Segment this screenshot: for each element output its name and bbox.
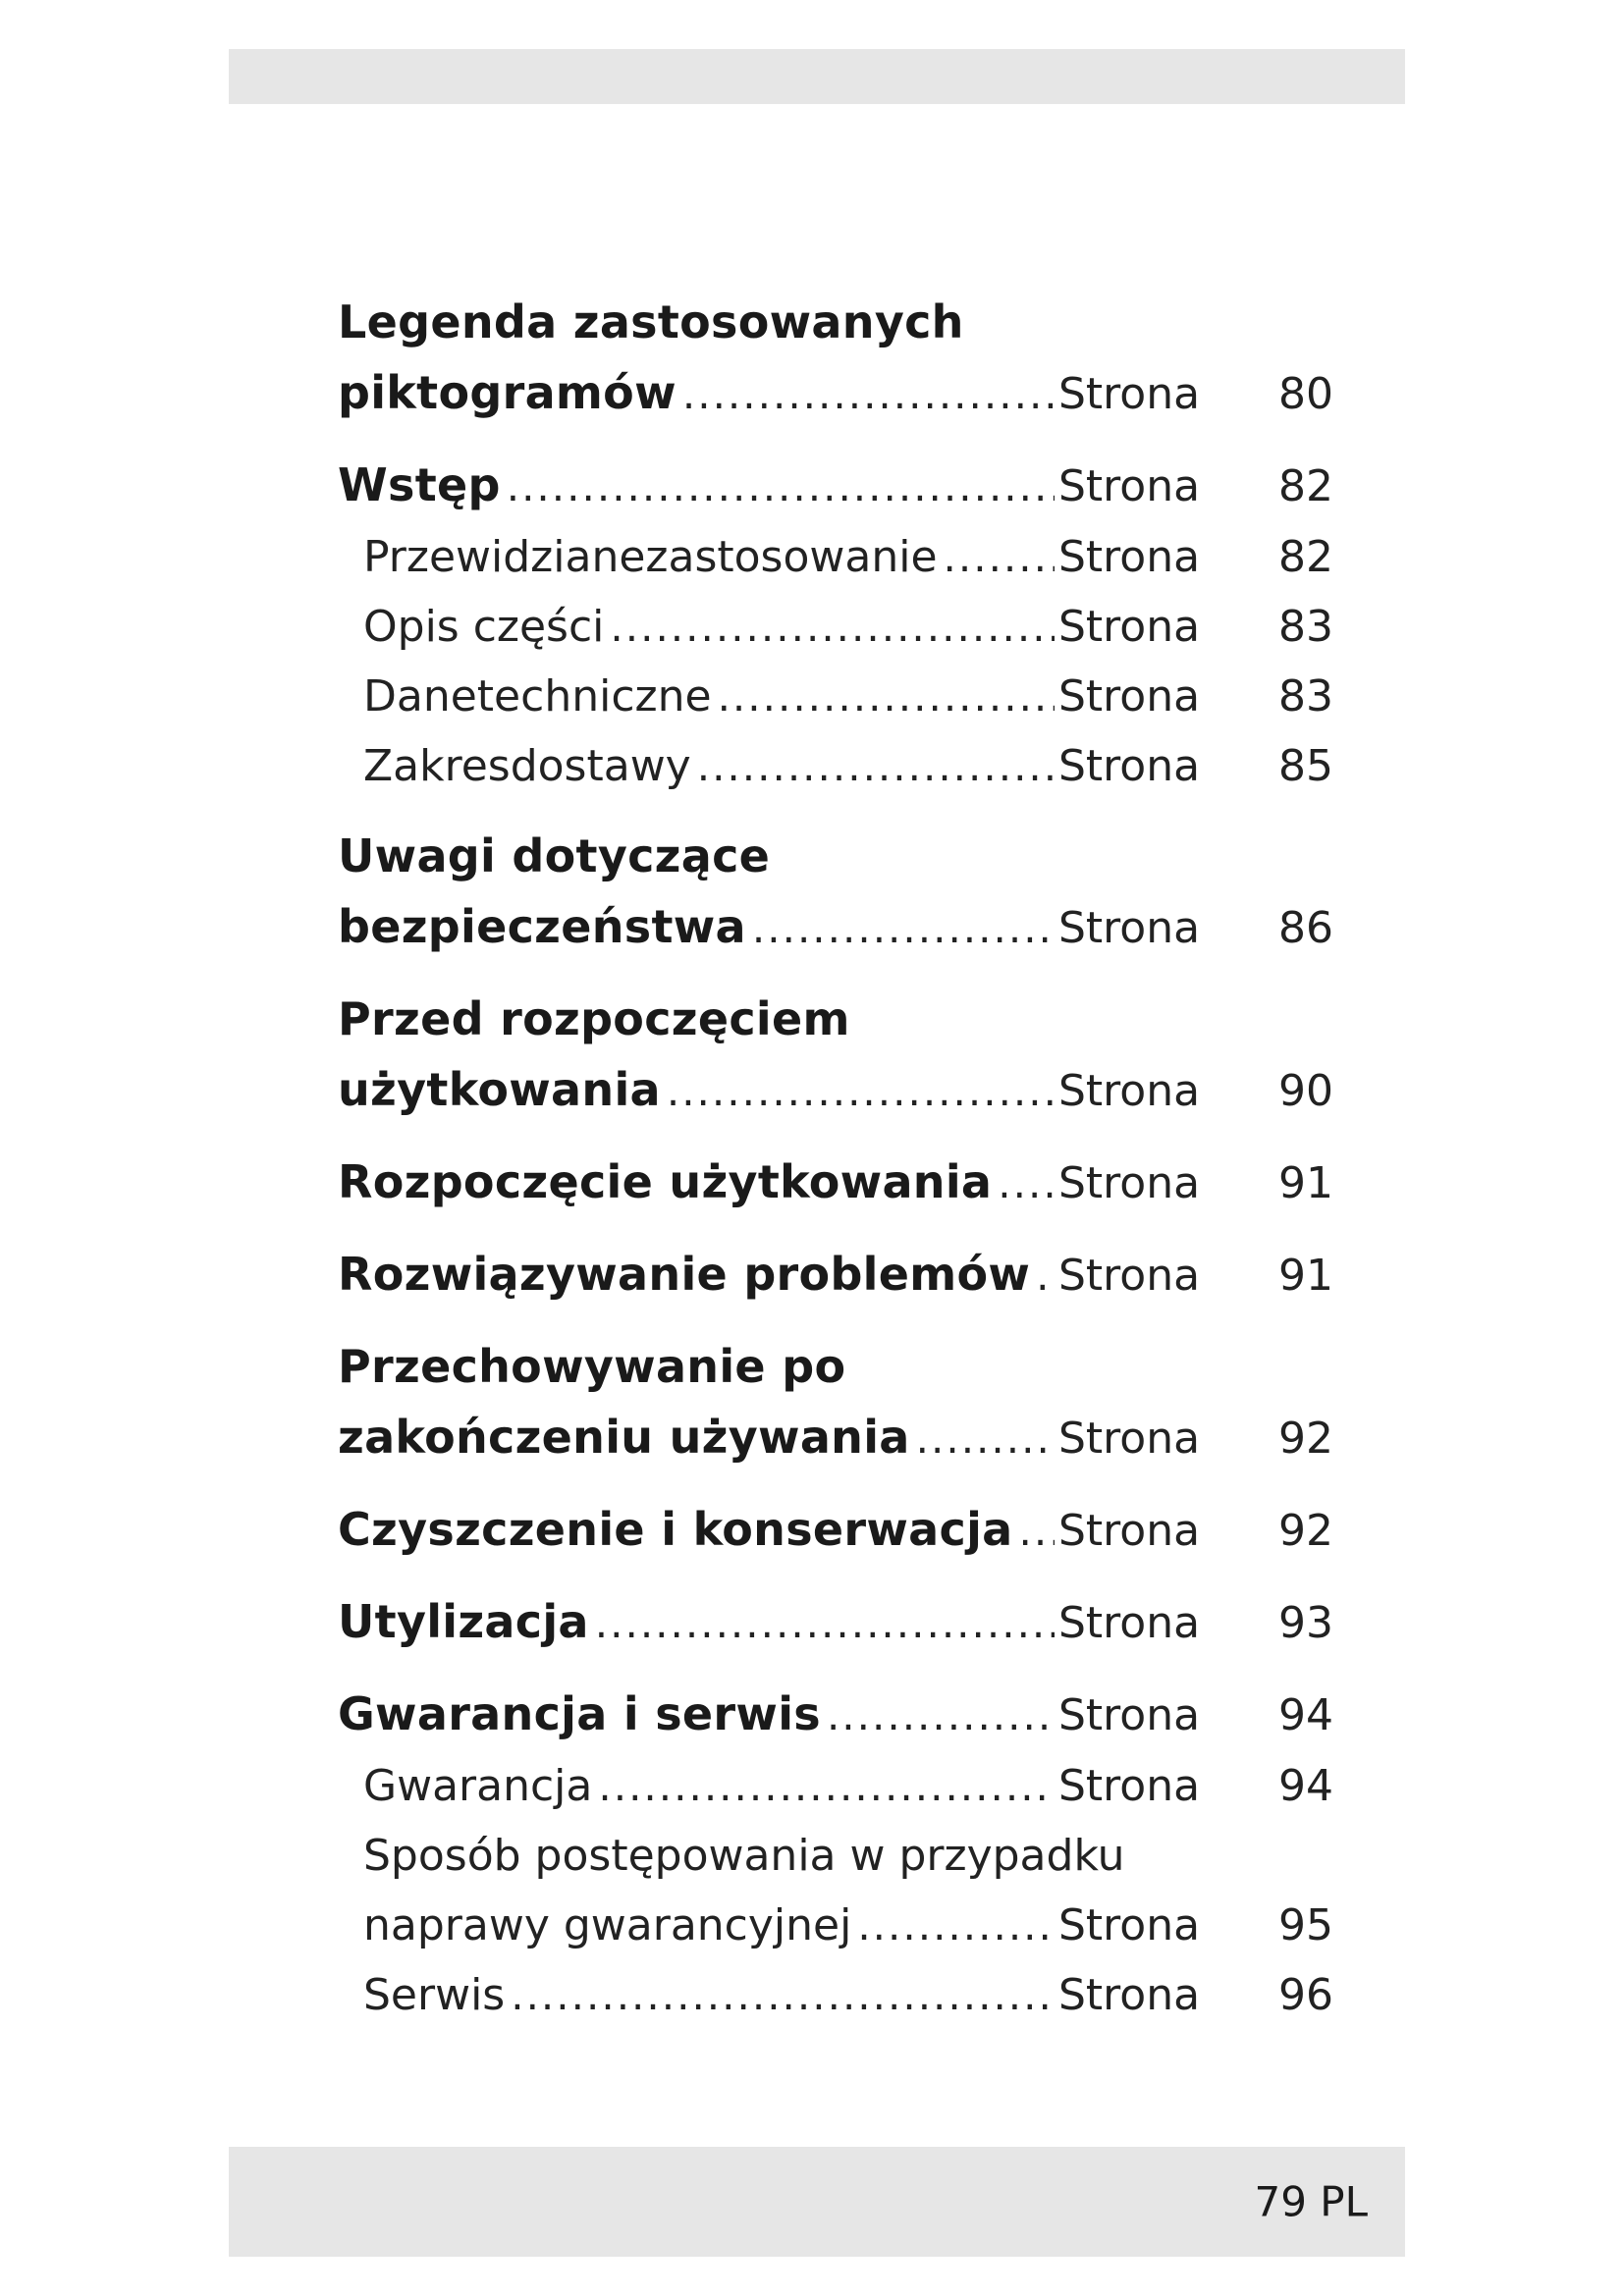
toc-page-number: 86 — [1278, 903, 1333, 953]
toc-entry[interactable] — [338, 1147, 1339, 1219]
toc-page-label: Strona — [1058, 369, 1201, 419]
toc-page-number: 93 — [1278, 1598, 1333, 1648]
toc-entry-title: bezpieczeństwa — [338, 900, 746, 953]
toc-entry[interactable] — [338, 984, 1339, 1127]
toc-page-label: Strona — [1058, 602, 1201, 652]
toc-entry-title: Przewidzianezastosowanie — [363, 532, 938, 582]
toc-page-number: 91 — [1278, 1251, 1333, 1301]
toc-entry[interactable] — [338, 821, 1339, 964]
toc-subentry[interactable] — [338, 1751, 1339, 1821]
toc-page-number: 82 — [1278, 461, 1333, 511]
toc-entry-title: Zakresdostawy — [363, 741, 691, 791]
toc-entry-title: Utylizacja — [338, 1595, 589, 1648]
dot-leader — [916, 1404, 1055, 1474]
toc-entry-title: naprawy gwarancyjnej — [363, 1900, 852, 1950]
toc-entry-title-line: Legenda zastosowanych — [338, 295, 964, 348]
toc-page-number: 91 — [1278, 1158, 1333, 1208]
toc-entry-title: Czyszczenie i konserwacja — [338, 1503, 1013, 1556]
dot-leader — [857, 1891, 1055, 1960]
toc-page-number: 83 — [1278, 671, 1333, 721]
dot-leader — [697, 731, 1055, 801]
toc-page-label: Strona — [1058, 1970, 1201, 2020]
dot-leader — [610, 592, 1055, 662]
dot-leader — [511, 1960, 1055, 2030]
toc-page-number: 95 — [1278, 1900, 1333, 1950]
toc-subentry[interactable] — [338, 731, 1339, 801]
toc-entry-title-line: Sposób postępowania w przypadku — [363, 1831, 1125, 1881]
toc-entry[interactable] — [338, 1586, 1339, 1659]
toc-entry-title: Danetechniczne — [363, 671, 712, 721]
footer-band — [229, 2147, 1405, 2257]
toc-entry-title: Gwarancja i serwis — [338, 1687, 821, 1740]
dot-leader — [507, 452, 1055, 522]
toc-page-number: 96 — [1278, 1970, 1333, 2020]
toc-page-label: Strona — [1058, 1066, 1201, 1116]
toc-page-label: Strona — [1058, 461, 1201, 511]
toc-page-label: Strona — [1058, 671, 1201, 721]
toc-page-label: Strona — [1058, 1598, 1201, 1648]
dot-leader — [682, 359, 1055, 430]
toc-entry-title: Opis części — [363, 602, 605, 652]
toc-page-number: 94 — [1278, 1761, 1333, 1811]
toc-entry[interactable] — [338, 1331, 1339, 1474]
dot-leader — [944, 522, 1055, 592]
toc-entry-title: użytkowania — [338, 1063, 661, 1116]
toc-entry[interactable] — [338, 1239, 1339, 1311]
toc-page-label: Strona — [1058, 1761, 1201, 1811]
toc-entry[interactable] — [338, 450, 1339, 522]
toc-page-label: Strona — [1058, 1506, 1201, 1556]
toc-page-label: Strona — [1058, 1158, 1201, 1208]
toc-entry-title-line: Przed rozpoczęciem — [338, 992, 850, 1045]
toc-page-number: 83 — [1278, 602, 1333, 652]
toc-page-number: 82 — [1278, 532, 1333, 582]
toc-subentry[interactable] — [338, 522, 1339, 592]
page-number: 79 PL — [1254, 2177, 1368, 2226]
dot-leader — [1019, 1496, 1055, 1567]
toc-subentry[interactable] — [338, 1821, 1339, 1960]
table-of-contents — [338, 287, 1339, 2030]
dot-leader — [1036, 1241, 1055, 1311]
toc-page-number: 94 — [1278, 1690, 1333, 1740]
toc-page-label: Strona — [1058, 741, 1201, 791]
toc-entry-title: Gwarancja — [363, 1761, 593, 1811]
toc-subentry[interactable] — [338, 1960, 1339, 2030]
toc-entry-title-line: Uwagi dotyczące — [338, 829, 771, 882]
dot-leader — [827, 1681, 1055, 1751]
toc-page-number: 92 — [1278, 1414, 1333, 1464]
toc-page-number: 85 — [1278, 741, 1333, 791]
toc-entry-title: Rozwiązywanie problemów — [338, 1248, 1031, 1301]
toc-subentry[interactable] — [338, 662, 1339, 731]
toc-entry-title: zakończeniu używania — [338, 1411, 910, 1464]
toc-page-label: Strona — [1058, 1900, 1201, 1950]
toc-page-number: 80 — [1278, 369, 1333, 419]
dot-leader — [752, 893, 1055, 964]
dot-leader — [595, 1588, 1055, 1659]
toc-page-label: Strona — [1058, 1690, 1201, 1740]
toc-page-label: Strona — [1058, 1414, 1201, 1464]
toc-page-number: 90 — [1278, 1066, 1333, 1116]
toc-page-number: 92 — [1278, 1506, 1333, 1556]
toc-entry-title: Rozpoczęcie użytkowania — [338, 1155, 993, 1208]
toc-entry[interactable] — [338, 287, 1339, 430]
toc-page-label: Strona — [1058, 532, 1201, 582]
toc-entry-title: piktogramów — [338, 366, 677, 419]
toc-entry[interactable] — [338, 1679, 1339, 1751]
dot-leader — [718, 662, 1055, 731]
toc-entry-title: Serwis — [363, 1970, 506, 2020]
dot-leader — [598, 1751, 1055, 1821]
toc-entry-title: Wstęp — [338, 458, 501, 511]
dot-leader — [998, 1148, 1055, 1219]
toc-subentry[interactable] — [338, 592, 1339, 662]
toc-page-label: Strona — [1058, 1251, 1201, 1301]
toc-page-label: Strona — [1058, 903, 1201, 953]
dot-leader — [667, 1056, 1055, 1127]
toc-entry[interactable] — [338, 1494, 1339, 1567]
header-band — [229, 49, 1405, 104]
toc-entry-title-line: Przechowywanie po — [338, 1340, 846, 1393]
